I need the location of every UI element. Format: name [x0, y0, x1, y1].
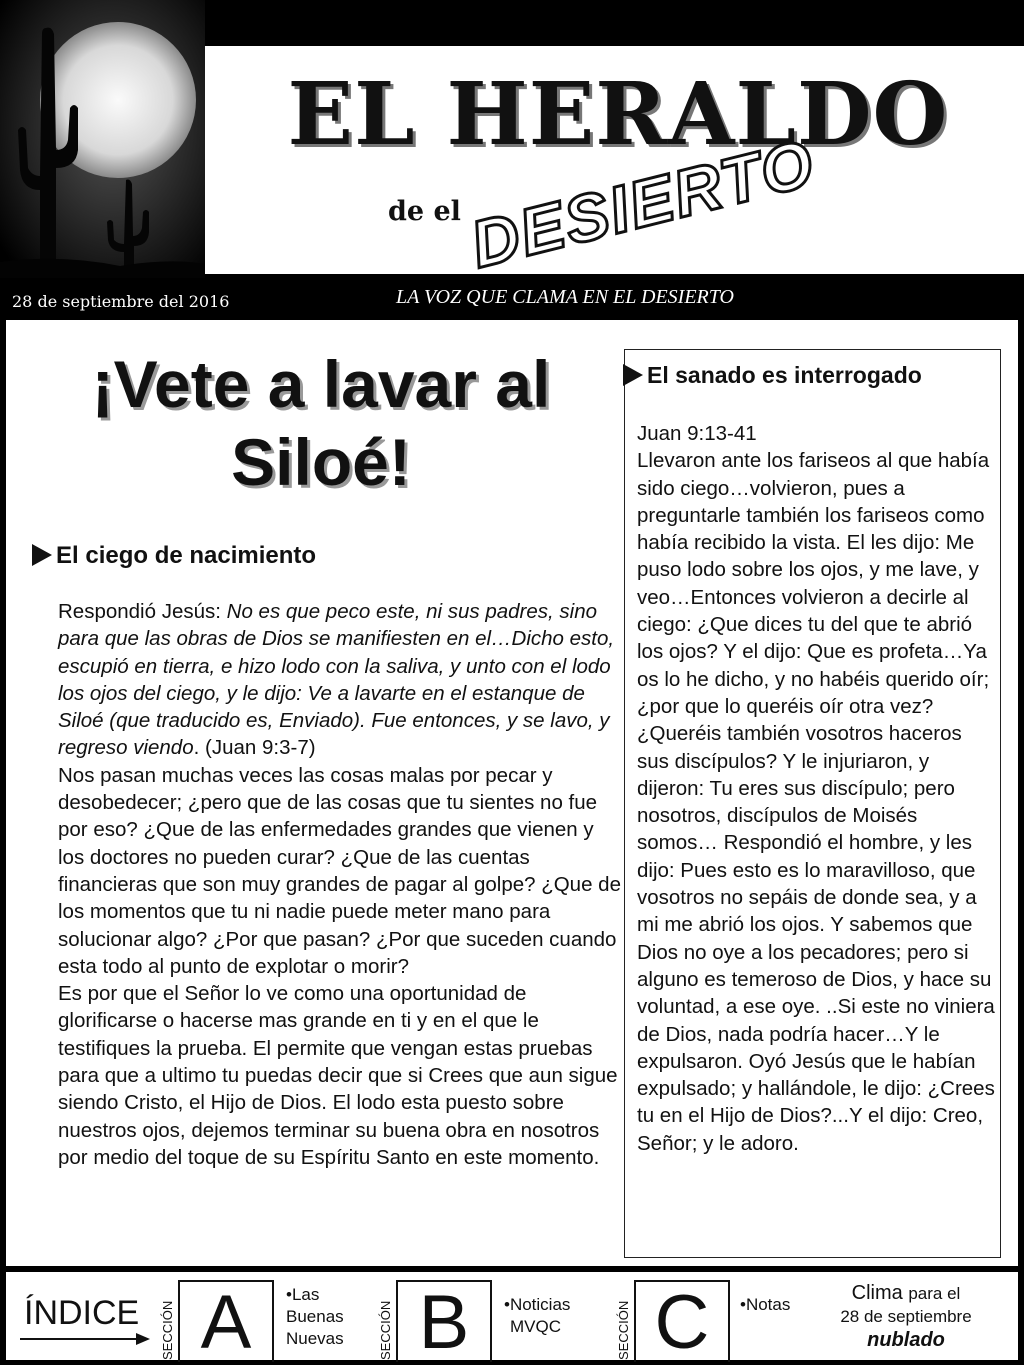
right-article-subhead	[623, 362, 922, 389]
headline: ¡Vete a lavar al Siloé!	[91, 347, 551, 499]
right-article-text: Llevaron ante los fariseos al que había sido ciego…volvieron, pues a preguntarle también los fariseos como había recibido la vista. El les dijo: Me puso lodo sobre los ojos, y me lave, y veo…Entonces volvieron a decirle al ciego: ¿Que dices tu del que te abrió los ojos? Y el dijo: Que es profeta…Ya os lo he dicho, y no habéis querido oír; ¿por que lo queréis oír otra vez? ¿Queréis también vosotros haceros sus discípulos? Y le injuriaron, y dijeron: Tu eres sus discípulo; pero nosotros, discípulos de Moisés somos… Respondió el hombre, y les dijo: Pues esto es lo maravilloso, que vosotros no sepáis de donde sea, y a mi me abrió los ojos. Y sabemos que Dios no oye a los pecadores; pero si alguno es temeroso de Dios, y hace su voluntad, a ese oye. ..Si este no viniera de Dios, nada podría hacer…Y le expulsaron. Oyó Jesús que le habían expulsado; y hallándole, le dijo: ¿Crees tu en el Hijo de Dios?...Y el dijo: Creo, Señor; y le adoro.	[637, 449, 995, 1155]
weather-date: 28 de septiembre	[840, 1307, 972, 1326]
section-b-item: •Noticias	[504, 1295, 571, 1314]
section-c-letter: C	[654, 1280, 710, 1365]
quote-text: No es que peco este, ni sus padres, sino para que las obras de Dios se manifiesten en el…Dicho esto, escupió en tierra, e hizo lodo con la saliva, y unto con el lodo los ojos del ciego, y le dijo: Ve a lavarte en el estanque de Siloé (que traducido es, Enviado). Fue entonces, y se lavo, y regreso viendo	[58, 600, 615, 760]
right-article-box	[624, 349, 1001, 1258]
bible-reference: Juan 9:13-41	[637, 422, 757, 445]
issue-date: 28 de septiembre del 2016	[12, 292, 230, 311]
section-b-item: MVQC	[510, 1317, 561, 1336]
article-paragraph: Nos pasan muchas veces las cosas malas por pecar y desobedecer; ¿pero que de las cosas que tu sientes no fue por eso? ¿Que de las enfermedades grandes que vienen y los doctores no pueden curar? ¿Que de las cuentas financieras que son muy grandes de pagar al golpe? ¿Que de los momentos que tu ni nadie puede meter mano para solucionar algo? ¿Por que pasan? ¿Por que suceden cuando esta todo al punto de explotar o morir?	[58, 763, 621, 978]
section-c-items	[740, 1294, 790, 1316]
section-a-item: Nuevas	[286, 1329, 344, 1348]
left-article-body	[58, 598, 624, 1171]
weather-title-suffix: para el	[908, 1284, 961, 1303]
section-a-box[interactable]	[178, 1280, 274, 1365]
desierto-word: DESIERTO	[463, 124, 822, 282]
article-quote	[58, 598, 624, 762]
triangle-bullet-icon	[623, 364, 643, 386]
section-a-items	[286, 1284, 344, 1350]
quote-end: . (Juan 9:3-7)	[193, 736, 316, 760]
triangle-bullet-icon	[32, 544, 52, 566]
index-label: ÍNDICE	[24, 1294, 140, 1332]
right-subhead-text: El sanado es interrogado	[647, 362, 922, 388]
section-label-c: SECCIÓN	[616, 1300, 631, 1360]
cactus-silhouette-icon	[0, 0, 205, 278]
main-content	[6, 320, 1018, 1266]
section-a-letter: A	[200, 1280, 252, 1365]
section-a-item: •Las	[286, 1285, 320, 1304]
weather-box	[806, 1282, 1006, 1352]
section-c-box[interactable]	[634, 1280, 730, 1365]
newspaper-motto: LA VOZ QUE CLAMA EN EL DESIERTO	[396, 286, 734, 308]
section-c-item: •Notas	[740, 1295, 791, 1314]
section-label-a: SECCIÓN	[160, 1300, 175, 1360]
newspaper-subtitle-large	[463, 124, 822, 282]
section-label-b: SECCIÓN	[378, 1300, 393, 1360]
section-a-item: Buenas	[286, 1307, 344, 1326]
right-article-body	[637, 420, 999, 1157]
index-footer	[6, 1272, 1018, 1365]
arrow-right-icon	[20, 1332, 150, 1346]
newspaper-title: EL HERALDO	[287, 64, 949, 165]
weather-title	[806, 1282, 1006, 1305]
section-b-letter: B	[418, 1280, 470, 1365]
left-subhead-text: El ciego de nacimiento	[56, 542, 317, 569]
section-b-box[interactable]	[396, 1280, 492, 1365]
section-b-items	[504, 1294, 570, 1338]
quote-intro: Respondió Jesús:	[58, 600, 227, 623]
newspaper-subtitle-small: de el	[388, 196, 461, 227]
left-article-subhead	[32, 542, 316, 570]
weather-value: nublado	[867, 1329, 945, 1351]
weather-title-word: Clima	[851, 1282, 903, 1304]
desert-moon-cactus-photo	[0, 0, 205, 278]
article-paragraph: Es por que el Señor lo ve como una oportunidad de glorificarse o hacerse mas grande en ti y en el que le testifiques la prueba. El permite que vengan estas pruebas para que a ultimo tu puedas decir que si Crees que aun sigue siendo Cristo, el Hijo de Dios. El lodo esta puesto sobre nuestros ojos, dejemos terminar su buena obra en nosotros por medio del toque de su Espíritu Santo en este momento.	[58, 982, 618, 1169]
